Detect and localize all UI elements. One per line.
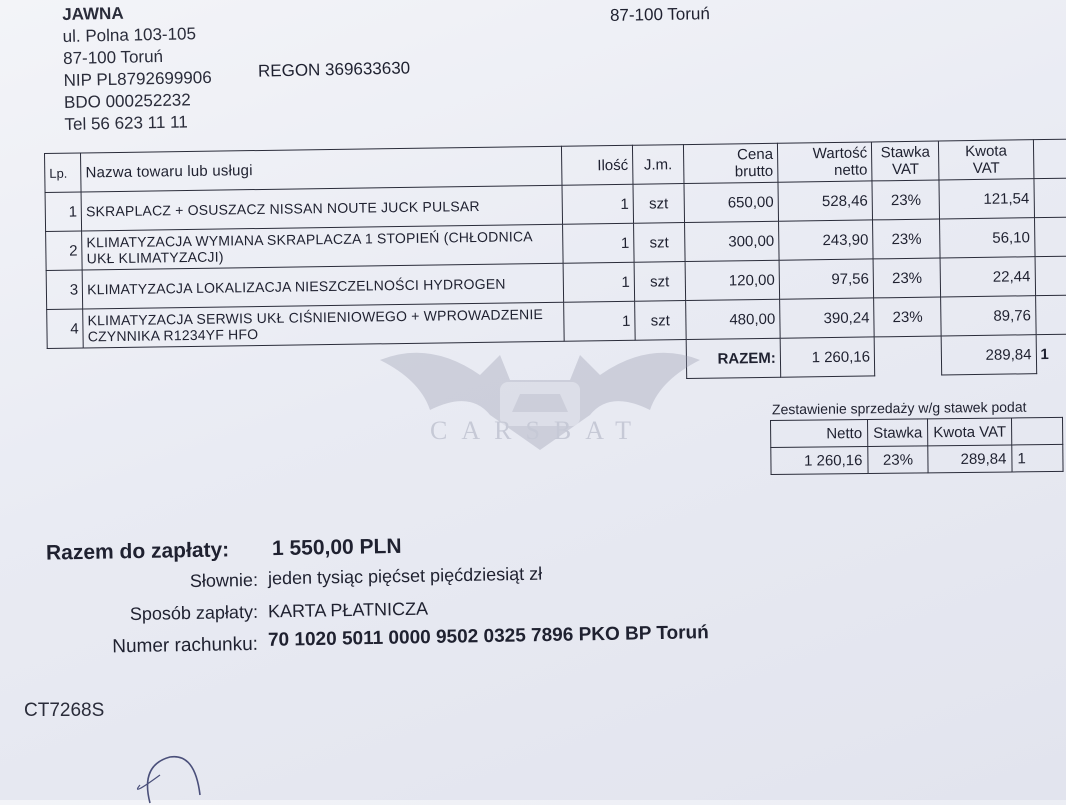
header-cut [1033,139,1066,179]
cell-lp: 4 [47,309,84,349]
header-unit: J.m. [632,145,683,185]
header-rate: Stawka VAT [872,141,940,181]
cell-rate: 23% [872,180,940,220]
cell-vat: 22,44 [940,257,1035,297]
summary-title: Zestawienie sprzedaży w/g stawek podat [771,398,1027,418]
cell-unit: szt [634,262,685,302]
header-lp: Lp. [45,153,82,193]
cell-name: SKRAPLACZ + OSUSZACZ NISSAN NOUTE JUCK PULSAR [81,185,562,231]
seller-nip: NIP PL8792699906 [63,67,212,90]
seller-regon: REGON 369633630 [257,58,411,81]
cell-cut [1034,178,1066,218]
cell-vat: 121,54 [939,179,1034,219]
cell-qty: 1 [563,301,635,341]
method-value: KARTA PŁATNICZA [267,598,429,622]
buyer-city: 87-100 Toruń [609,4,711,25]
summary-row [771,444,1063,474]
cell-qty: 1 [563,262,635,302]
cell-qty: 1 [562,223,634,263]
summary-header-row [771,417,1063,447]
cell-rate: 23% [874,297,942,337]
summary-rate: 23% [868,446,928,474]
cell-name: KLIMATYZACJA SERWIS UKŁ CIŚNIENIOWEGO + WPROWADZENIE CZYNNIKA R1234YF HFO [83,302,564,348]
header-vat: Kwota VAT [939,140,1034,180]
account-label: Numer rachunku: [112,633,259,658]
cell-vat: 56,10 [940,218,1035,258]
summary-header-vat: Kwota VAT [928,418,1012,446]
bat-car-logo-icon [360,320,720,470]
vat-summary-table [770,417,1064,475]
seller-city: 87-100 Toruń [62,46,164,68]
cell-price: 650,00 [684,182,779,222]
cell-cut [1035,256,1066,296]
header-net: Wartość netto [777,142,872,182]
seller-name: JAWNA [62,3,124,24]
total-net: 1 260,16 [780,337,875,377]
cell-rate: 23% [873,219,941,259]
cell-qty: 1 [562,184,634,224]
total-due-value: 1 550,00 PLN [271,534,402,561]
seller-street: ul. Polna 103-105 [62,24,197,46]
total-vat: 289,84 [942,335,1037,375]
words-label: Słownie: [189,569,259,592]
seller-bdo: BDO 000252232 [63,90,191,112]
cell-unit: szt [634,223,685,263]
carsbat-watermark [360,320,720,470]
cell-lp: 1 [45,192,82,232]
watermark-text: CARSBAT [430,416,646,445]
cell-net: 97,56 [779,259,874,299]
cell-lp: 2 [46,231,83,271]
seller-tel: Tel 56 623 11 11 [64,112,188,134]
cell-cut [1034,217,1066,257]
summary-cut: 1 [1012,444,1063,472]
cell-name: KLIMATYZACJA LOKALIZACJA NIESZCZELNOŚCI HYDROGEN [82,263,563,309]
cell-unit: szt [633,184,684,224]
summary-header-net: Netto [771,419,868,447]
header-name: Nazwa towaru lub usługi [81,146,562,192]
cell-lp: 3 [46,270,83,310]
cell-price: 480,00 [685,299,780,339]
total-cut: 1 [1040,345,1049,363]
header-qty: Ilość [561,145,633,185]
account-value: 70 1020 5011 0000 9502 0325 7896 PKO BP Toruń [267,622,709,651]
cell-name: KLIMATYZACJA WYMIANA SKRAPLACZA 1 STOPIEŃ (CHŁODNICA UKŁ KLIMATYZACJI) [82,224,563,270]
cell-cut [1035,295,1066,335]
cell-net: 528,46 [778,181,873,221]
header-price: Cena brutto [683,143,778,183]
summary-vat: 289,84 [928,445,1012,473]
summary-header-rate: Stawka [867,419,927,447]
total-label: RAZEM: [686,338,781,378]
cell-unit: szt [635,301,686,341]
cell-price: 120,00 [685,260,780,300]
seller-block [62,1,213,136]
summary-net: 1 260,16 [771,446,868,474]
cell-vat: 89,76 [941,296,1036,336]
cell-price: 300,00 [684,221,779,261]
signature-stroke [120,745,320,805]
cell-rate: 23% [873,258,941,298]
total-due-label: Razem do zapłaty: [45,538,230,565]
method-label: Sposób zapłaty: [129,601,259,625]
document-code: CT7268S [24,700,105,721]
words-value: jeden tysiąc pięćset pięćdziesiąt zł [267,563,543,589]
cell-net: 390,24 [780,298,875,338]
cell-net: 243,90 [778,220,873,260]
